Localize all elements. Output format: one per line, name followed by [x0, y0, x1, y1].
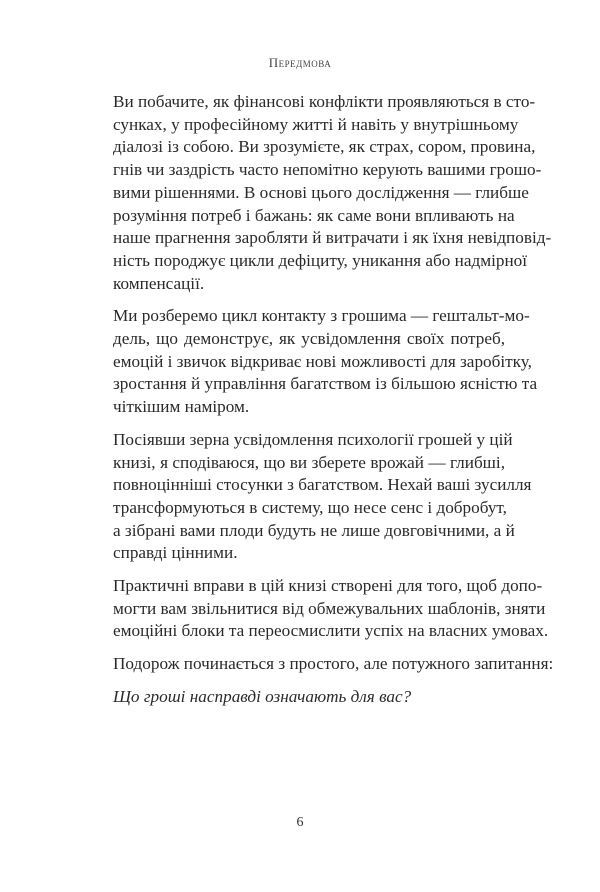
- text-line: емоційні блоки та переосмислити успіх на власних умовах.: [113, 621, 549, 641]
- text-line: повноцінніші стосунки з багатством. Нехай ваші зусилля: [113, 475, 532, 495]
- text-line: діалозі із собою. Ви зрозумієте, як страх, сором, провина,: [113, 137, 536, 157]
- text-line: чіткішим наміром.: [113, 397, 250, 417]
- text-line: справді цінними.: [113, 543, 238, 563]
- text-line: компенсації.: [113, 273, 205, 293]
- text-line: гнів чи заздрість часто непомітно керують вашими грошо-: [113, 160, 542, 180]
- page-number: 6: [296, 815, 304, 830]
- text-line: Подорож починається з простого, але потужного запитання:: [113, 654, 554, 674]
- text-line: Ви побачите, як фінансові конфлікти проявляються в сто-: [113, 92, 536, 111]
- text-line: книзі, я сподіваюся, що ви зберете врожай — глибші,: [113, 452, 505, 472]
- paragraph: [113, 575, 549, 643]
- text-line: вими рішеннями. В основі цього дослідження — глибше: [113, 182, 529, 202]
- text-line: розуміння потреб і бажань: як саме вони впливають на: [113, 205, 515, 225]
- paragraph: [113, 91, 552, 295]
- paragraph: [113, 305, 538, 419]
- text-line: зростання й управління багатством із більшою ясністю та: [113, 374, 538, 394]
- text-line: наше прагнення заробляти й витрачати і як їхня невідповід-: [113, 228, 552, 248]
- text-line: сунках, у професійному житті й навіть у внутрішньому: [113, 114, 519, 134]
- paragraph: [113, 429, 532, 565]
- running-header: Передмова: [268, 55, 332, 70]
- text-line: емоцій і звичок відкриває нові можливості для заробітку,: [113, 351, 532, 371]
- page-body: [113, 91, 554, 719]
- text-line: дель, що демонструє, як усвідомлення своїх потреб,: [113, 329, 505, 349]
- text-line: трансформуються в систему, що несе сенс і добробут,: [113, 497, 507, 517]
- text-line: Практичні вправи в цій книзі створені для того, щоб допо-: [113, 576, 543, 596]
- text-line: могти вам звільнитися від обмежувальних шаблонів, зняти: [113, 598, 546, 618]
- paragraph: [113, 653, 554, 676]
- text-line: Посіявши зерна усвідомлення психології грошей у цій: [113, 429, 513, 449]
- text-line: ність породжує цикли дефіциту, уникання або надмірної: [113, 250, 528, 270]
- closing-question: Що гроші насправді означають для вас?: [113, 686, 412, 706]
- text-line: а зібрані вами плоди будуть не лише довговічними, а й: [113, 520, 515, 540]
- text-line: Ми розберемо цикл контакту з грошима — гештальт-мо-: [113, 306, 530, 326]
